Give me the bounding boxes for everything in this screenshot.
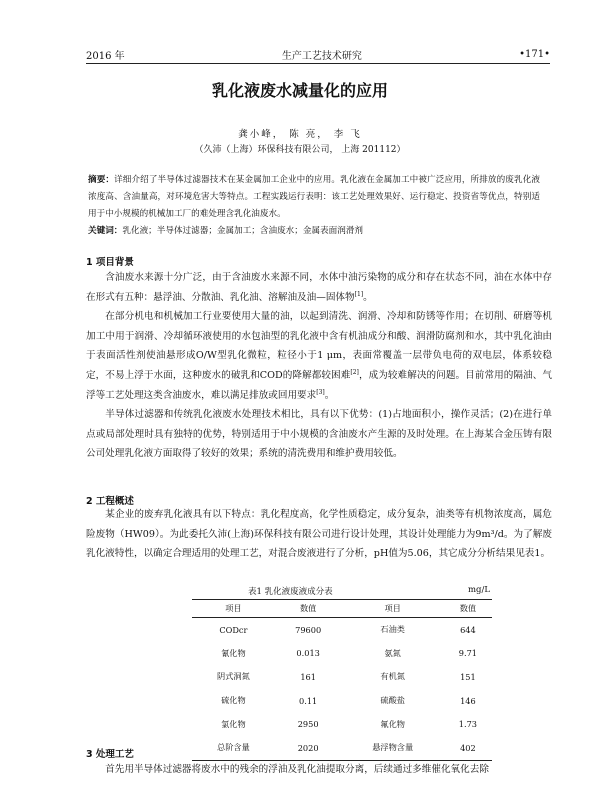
header-rule	[86, 63, 550, 64]
table-unit: mg/L	[467, 585, 490, 595]
table-header-cell: 数值	[444, 600, 492, 618]
abstract-text: 详细介绍了半导体过滤器技术在某金属加工企业中的应用。乳化液在金属加工中被广泛应用，所排放的废乳化液浓度高、含油量高，对环境危害大等特点。工程实践运行表明：该工艺处理效果好、运行稳定、投资省等优点，特别适用于中小规模的机械加工厂的难处理含乳化油废水。	[88, 175, 540, 219]
paragraph-text: 。	[363, 291, 373, 303]
abstract	[88, 172, 540, 223]
table-header-cell: 项目	[192, 600, 275, 618]
table-cell: 阴式洞氮	[217, 671, 250, 682]
keywords	[88, 223, 540, 240]
paragraph	[86, 505, 552, 564]
paragraph-text: ，成为较难解决的问题。目前常用的隔油、气浮等工艺处理这类含油废水，难以满足排放或回用要求	[86, 369, 552, 401]
affiliation: （久沛（上海）环保科技有限公司， 上海 201112）	[194, 145, 406, 155]
citation: [3]	[316, 388, 325, 396]
table-cell: 0.013	[296, 648, 320, 659]
table-cell: 氯化物	[221, 718, 246, 729]
section-heading-background: 1 项目背景	[86, 257, 134, 268]
author-list: 龚小峰， 陈 亮， 李 飞	[238, 129, 362, 140]
table-row	[192, 665, 492, 689]
table-cell: 161	[300, 671, 316, 682]
table-cell: 硫酸盐	[380, 695, 405, 706]
section-heading-process: 3 处理工艺	[86, 749, 134, 760]
composition-table	[192, 599, 492, 761]
section-body-overview	[86, 505, 552, 564]
paragraph	[86, 405, 552, 464]
table-header-cell: 数值	[275, 600, 342, 618]
table-caption	[210, 585, 490, 597]
citation: [2]	[350, 368, 359, 376]
table-row	[192, 642, 492, 666]
table-cell: 146	[460, 695, 476, 706]
header-page-number: •171•	[519, 48, 550, 60]
section-heading-overview: 2 工程概述	[86, 496, 134, 507]
table-cell: 402	[444, 736, 492, 760]
table-cell: 1.73	[458, 719, 478, 730]
table-cell: 氟化物	[380, 718, 405, 729]
abstract-label: 摘要：	[88, 175, 115, 185]
table-cell: 79600	[295, 624, 322, 635]
header-journal: 生产工艺技术研究	[281, 50, 362, 62]
article-title: 乳化液废水减量化的应用	[211, 81, 388, 100]
paragraph-text: 在部分机电和机械加工行业要使用大量的油，以起到清洗、润滑、冷却和防锈等作用；在切削、研磨等机加工中用于润滑、冷却循环液使用的水包油型的乳化液中含有机油成分和酸、润滑防腐剂和水，其中乳化油由于表面活性剂使油悬形成O/W型乳化微粒，粒径小于1 μm，表面常覆盖一层带负电荷的双电层，体系较稳定，不易上浮于水面，这种废水的破乳和COD的降解都较困难	[86, 311, 552, 381]
table-cell: 有机氮	[380, 671, 405, 682]
keywords-label: 关键词：	[88, 226, 123, 236]
table-title: 表1 乳化液废液成分表	[248, 587, 333, 597]
section-body-process	[86, 760, 552, 780]
table-cell: 悬浮物含量	[342, 736, 444, 760]
table-cell: 硫化物	[221, 695, 246, 706]
paragraph	[86, 760, 552, 780]
section-body-background	[86, 268, 552, 464]
running-header	[86, 46, 550, 62]
keywords-text: 乳化液；半导体过滤器；金属加工；含油废水；金属表面润滑剂	[122, 226, 364, 236]
header-year: 2016 年	[86, 50, 125, 62]
paragraph	[86, 307, 552, 405]
table-row	[192, 689, 492, 713]
table-cell: 151	[460, 671, 476, 682]
paragraph-text: 。	[324, 389, 335, 401]
paragraph-text: 含油废水来源十分广泛，由于含油废水来源不同，水体中油污染物的成分和存在状态不同，油在水体中存在形式有五种：悬浮油、分散油、乳化油、溶解油及油—固体物	[86, 272, 552, 303]
paragraph-text: 半导体过滤器和传统乳化液废水处理技术相比，具有以下优势：(1)占地面积小，操作灵活；(2)在进行单点或局部处理时具有独特的优势，特别适用于中小规模的含油废水产生源的及时处理。在上海某合金压铸有限公司处理乳化液方面取得了较好的效果；系统的清洗费用和维护费用较低。	[86, 409, 552, 460]
table-cell: 总阶含量	[192, 736, 275, 760]
table-row	[192, 618, 492, 642]
table-row	[192, 736, 492, 760]
table-header-cell: 项目	[342, 600, 444, 618]
table-cell: 氰化物	[221, 647, 246, 658]
paragraph-text: 某企业的废弃乳化液具有以下特点：乳化程度高，化学性质稳定，成分复杂，油类等有机物浓度高，属危险废物（HW09）。为此委托久沛(上海)环保科技有限公司进行设计处理，其设计处理能力为9m³/d。为了解废乳化液特性，以确定合理适用的处理工艺，对混合废液进行了分析，pH值为5.06，其它成分分析结果见表1。	[86, 509, 552, 560]
paragraph	[86, 268, 552, 307]
abstract-block	[88, 172, 540, 240]
table-cell: 氨氮	[384, 647, 401, 658]
paragraph-text: 首先用半导体过滤器将废水中的残余的浮油及乳化油提取分离，后续通过多维催化氧化去除	[105, 764, 489, 775]
table-cell: 9.71	[458, 648, 478, 659]
table-header-row	[192, 600, 492, 618]
table-cell: 0.11	[299, 695, 318, 706]
citation: [1]	[354, 290, 364, 298]
table-cell: 2020	[275, 736, 342, 760]
table-cell: 石油类	[380, 624, 405, 635]
table-cell: 2950	[297, 719, 319, 730]
table-cell: 644	[460, 624, 476, 635]
table-cell: CODcr	[219, 624, 248, 635]
table-row	[192, 712, 492, 736]
